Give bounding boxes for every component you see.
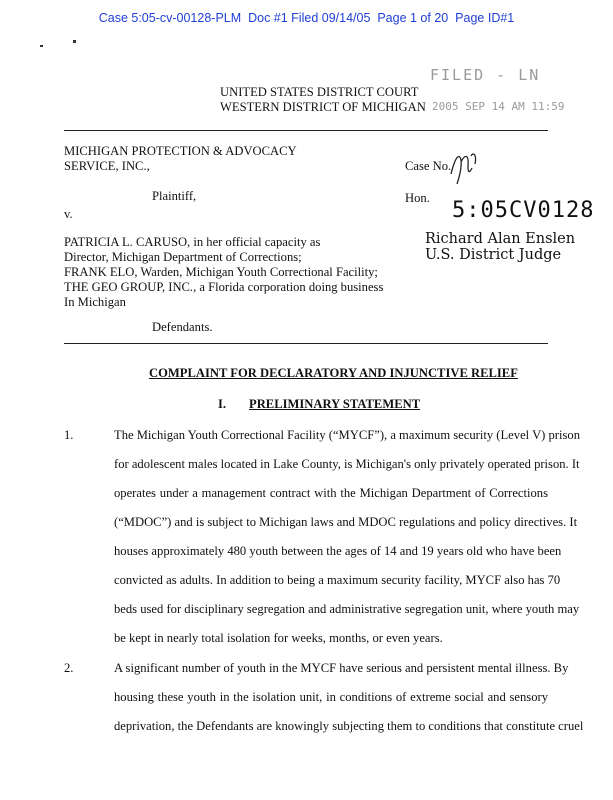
scan-speck: [73, 40, 76, 43]
paragraph-line: houses approximately 480 youth between the ages of 14 and 19 years old who have been: [114, 544, 562, 558]
paragraph-line: A significant number of youth in the MYCF have serious and persistent mental illness. By: [114, 661, 569, 675]
caption-bottom-rule: [64, 343, 548, 344]
paragraph-number: 2.: [64, 661, 74, 675]
plaintiff-name-line2: SERVICE, INC.,: [64, 159, 150, 173]
case-no-handwritten-initials: [447, 148, 487, 188]
case-no-label: Case No.: [405, 159, 452, 173]
paragraph-line: deprivation, the Defendants are knowingly subjecting them to conditions that constitute cruel: [114, 719, 584, 733]
versus: v.: [64, 207, 73, 221]
defendant-line: Director, Michigan Department of Corrections;: [64, 250, 302, 264]
caption-top-rule: [64, 130, 548, 131]
case-number-stamp: 5:05CV0128: [452, 198, 595, 223]
court-name: UNITED STATES DISTRICT COURT: [220, 85, 419, 99]
paragraph-line: housing these youth in the isolation unit, in conditions of extreme social and sensory: [114, 690, 548, 704]
paragraph-line: for adolescent males located in Lake County, is Michigan's only privately operated prison. It: [114, 457, 580, 471]
paragraph-line: convicted as adults. In addition to being a maximum security facility, MYCF also has 70: [114, 573, 561, 587]
paragraph-line: The Michigan Youth Correctional Facility (“MYCF”), a maximum security (Level V) prison: [114, 428, 580, 442]
paragraph-line: be kept in nearly total isolation for weeks, months, or even years.: [114, 631, 443, 645]
section-title: PRELIMINARY STATEMENT: [249, 397, 421, 411]
defendants-role: Defendants.: [152, 320, 213, 334]
ecf-header-stamp: Case 5:05-cv-00128-PLM Doc #1 Filed 09/14/05 Page 1 of 20 Page ID#1: [98, 11, 515, 25]
clerk-filed-stamp: FILED - LN: [430, 66, 541, 84]
paragraph-line: (“MDOC”) and is subject to Michigan laws and MDOC regulations and policy directives. It: [114, 515, 578, 529]
defendant-line: THE GEO GROUP, INC., a Florida corporation doing business: [64, 280, 384, 294]
clerk-filed-timestamp: 2005 SEP 14 AM 11:59: [432, 100, 565, 113]
paragraph-line: beds used for disciplinary segregation and administrative segregation unit, where youth may: [114, 602, 580, 616]
judge-title: U.S. District Judge: [425, 247, 562, 263]
defendant-line: FRANK ELO, Warden, Michigan Youth Correctional Facility;: [64, 265, 378, 279]
judge-name: Richard Alan Enslen: [425, 231, 576, 247]
defendant-line: PATRICIA L. CARUSO, in her official capacity as: [64, 235, 321, 249]
document-title: COMPLAINT FOR DECLARATORY AND INJUNCTIVE RELIEF: [149, 366, 518, 380]
hon-label: Hon.: [405, 191, 430, 205]
plaintiff-name-line1: MICHIGAN PROTECTION & ADVOCACY: [64, 144, 297, 158]
court-district: WESTERN DISTRICT OF MICHIGAN: [220, 100, 426, 114]
paragraph-number: 1.: [64, 428, 74, 442]
paragraph-line: operates under a management contract with the Michigan Department of Corrections: [114, 486, 548, 500]
scan-speck: [40, 45, 43, 47]
plaintiff-role: Plaintiff,: [152, 189, 197, 203]
section-number: I.: [218, 397, 227, 411]
defendant-line: In Michigan: [64, 295, 126, 309]
